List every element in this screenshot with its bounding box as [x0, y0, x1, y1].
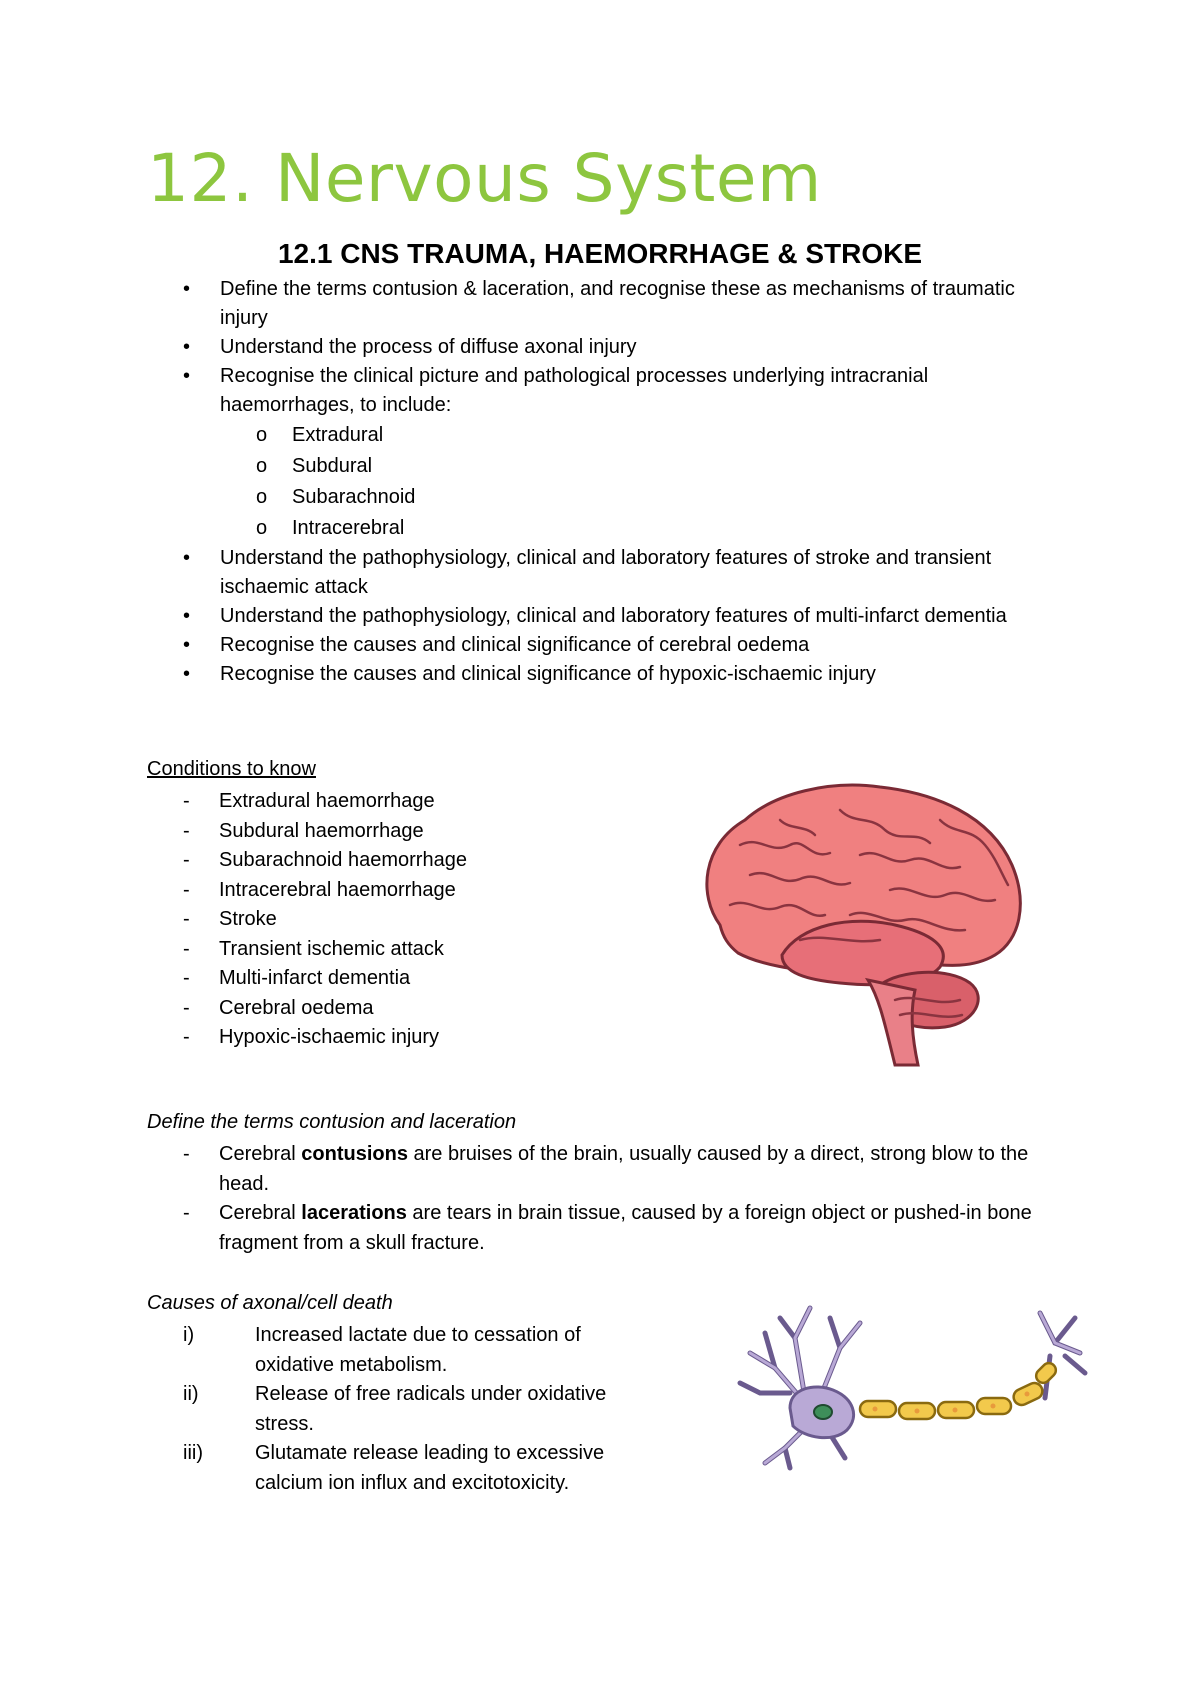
definition-pre: Cerebral	[219, 1143, 302, 1165]
objective-text: Recognise the causes and clinical significance of cerebral oedema	[220, 634, 810, 656]
sub-bullet-marker: o	[256, 486, 268, 508]
dash-marker: -	[183, 1026, 190, 1048]
brain-stem	[868, 980, 918, 1065]
bullet-marker: •	[183, 547, 191, 569]
sub-bullet-marker: o	[256, 517, 268, 539]
cause-text: Release of free radicals under oxidative stress.	[255, 1383, 607, 1435]
condition-text: Extradural haemorrhage	[219, 790, 435, 812]
haemorrhage-type-item	[256, 513, 1063, 544]
condition-text: Subarachnoid haemorrhage	[219, 849, 467, 871]
causes-heading: Causes of axonal/cell death	[147, 1292, 393, 1314]
objective-text: Understand the pathophysiology, clinical and laboratory features of stroke and transient ischaemic attack	[220, 547, 992, 598]
condition-item	[183, 994, 683, 1024]
cause-item	[183, 1439, 663, 1498]
objective-item	[183, 602, 1063, 631]
dash-marker: -	[183, 790, 190, 812]
neuron-illustration	[735, 1298, 1090, 1476]
definition-item	[183, 1199, 1083, 1258]
roman-marker: iii)	[183, 1442, 203, 1464]
objective-item	[183, 275, 1063, 333]
sub-bullet-marker: o	[256, 455, 268, 477]
condition-item	[183, 964, 683, 994]
definition-pre: Cerebral	[219, 1202, 302, 1224]
haemorrhage-type-text: Extradural	[292, 424, 384, 446]
dash-marker: -	[183, 849, 190, 871]
objective-item	[183, 544, 1063, 602]
haemorrhage-type-list	[220, 420, 1063, 544]
roman-marker: i)	[183, 1324, 195, 1346]
objective-item	[183, 631, 1063, 660]
condition-text: Transient ischemic attack	[219, 937, 444, 960]
haemorrhage-type-item	[256, 451, 1063, 482]
objective-text: Recognise the clinical picture and pathological processes underlying intracranial haemorrhages, to include:	[220, 365, 929, 416]
bullet-marker: •	[183, 634, 191, 656]
condition-item	[183, 876, 683, 906]
definition-post: are bruises of the brain, usually caused by a direct, strong blow to the head.	[219, 1143, 1029, 1195]
bullet-marker: •	[183, 663, 191, 685]
dash-marker: -	[183, 937, 190, 960]
objective-item	[183, 362, 1063, 544]
conditions-heading: Conditions to know	[147, 758, 316, 780]
definition-post: are tears in brain tissue, caused by a foreign object or pushed-in bone fragment from a skull fracture.	[219, 1202, 1032, 1254]
neuron-myelin-sheath	[860, 1360, 1059, 1419]
condition-text: Intracerebral haemorrhage	[219, 878, 456, 901]
condition-item	[183, 905, 683, 935]
cause-text: Glutamate release leading to excessive calcium ion influx and excitotoxicity.	[255, 1442, 605, 1494]
dash-marker: -	[183, 1143, 190, 1165]
objective-text: Understand the process of diffuse axonal injury	[220, 336, 637, 358]
dash-marker: -	[183, 819, 190, 842]
cause-text: Increased lactate due to cessation of oxidative metabolism.	[255, 1324, 581, 1376]
condition-item	[183, 1023, 683, 1053]
roman-marker: ii)	[183, 1383, 199, 1405]
learning-objectives	[183, 275, 1063, 689]
bullet-marker: •	[183, 605, 191, 627]
haemorrhage-type-text: Intracerebral	[292, 517, 405, 539]
definitions-list	[183, 1140, 1083, 1258]
dash-marker: -	[183, 878, 190, 901]
objective-item	[183, 333, 1063, 362]
definition-item	[183, 1140, 1083, 1199]
condition-item	[183, 817, 683, 847]
causes-list	[183, 1321, 663, 1498]
brain-illustration	[690, 775, 1030, 1075]
bullet-marker: •	[183, 365, 191, 387]
condition-item	[183, 787, 683, 817]
haemorrhage-type-item	[256, 420, 1063, 451]
condition-item	[183, 935, 683, 965]
condition-text: Stroke	[219, 908, 277, 930]
section-subtitle: 12.1 CNS TRAUMA, HAEMORRHAGE & STROKE	[277, 238, 923, 269]
definitions-heading: Define the terms contusion and laceration	[147, 1111, 517, 1133]
condition-text: Hypoxic-ischaemic injury	[219, 1026, 440, 1048]
condition-text: Cerebral oedema	[219, 996, 374, 1019]
definition-term: lacerations	[301, 1202, 407, 1224]
definition-term: contusions	[301, 1143, 408, 1165]
cause-item	[183, 1380, 663, 1439]
neuron-nucleus	[814, 1405, 832, 1419]
cause-item	[183, 1321, 663, 1380]
condition-text: Subdural haemorrhage	[219, 819, 424, 842]
dash-marker: -	[183, 967, 190, 989]
dash-marker: -	[183, 996, 190, 1019]
sub-bullet-marker: o	[256, 424, 268, 446]
page-title: 12. Nervous System	[147, 140, 822, 217]
bullet-marker: •	[183, 336, 191, 358]
objective-item	[183, 660, 1063, 689]
dash-marker: -	[183, 1202, 190, 1224]
condition-text: Multi-infarct dementia	[219, 967, 411, 989]
dash-marker: -	[183, 908, 190, 930]
bullet-marker: •	[183, 278, 191, 300]
objective-text: Understand the pathophysiology, clinical and laboratory features of multi-infarct dementia	[220, 605, 1007, 627]
objective-text: Define the terms contusion & laceration, and recognise these as mechanisms of traumatic injury	[220, 278, 1015, 329]
conditions-list	[183, 787, 683, 1053]
condition-item	[183, 846, 683, 876]
haemorrhage-type-item	[256, 482, 1063, 513]
haemorrhage-type-text: Subarachnoid	[292, 486, 416, 508]
objective-text: Recognise the causes and clinical significance of hypoxic-ischaemic injury	[220, 663, 876, 685]
haemorrhage-type-text: Subdural	[292, 455, 373, 477]
